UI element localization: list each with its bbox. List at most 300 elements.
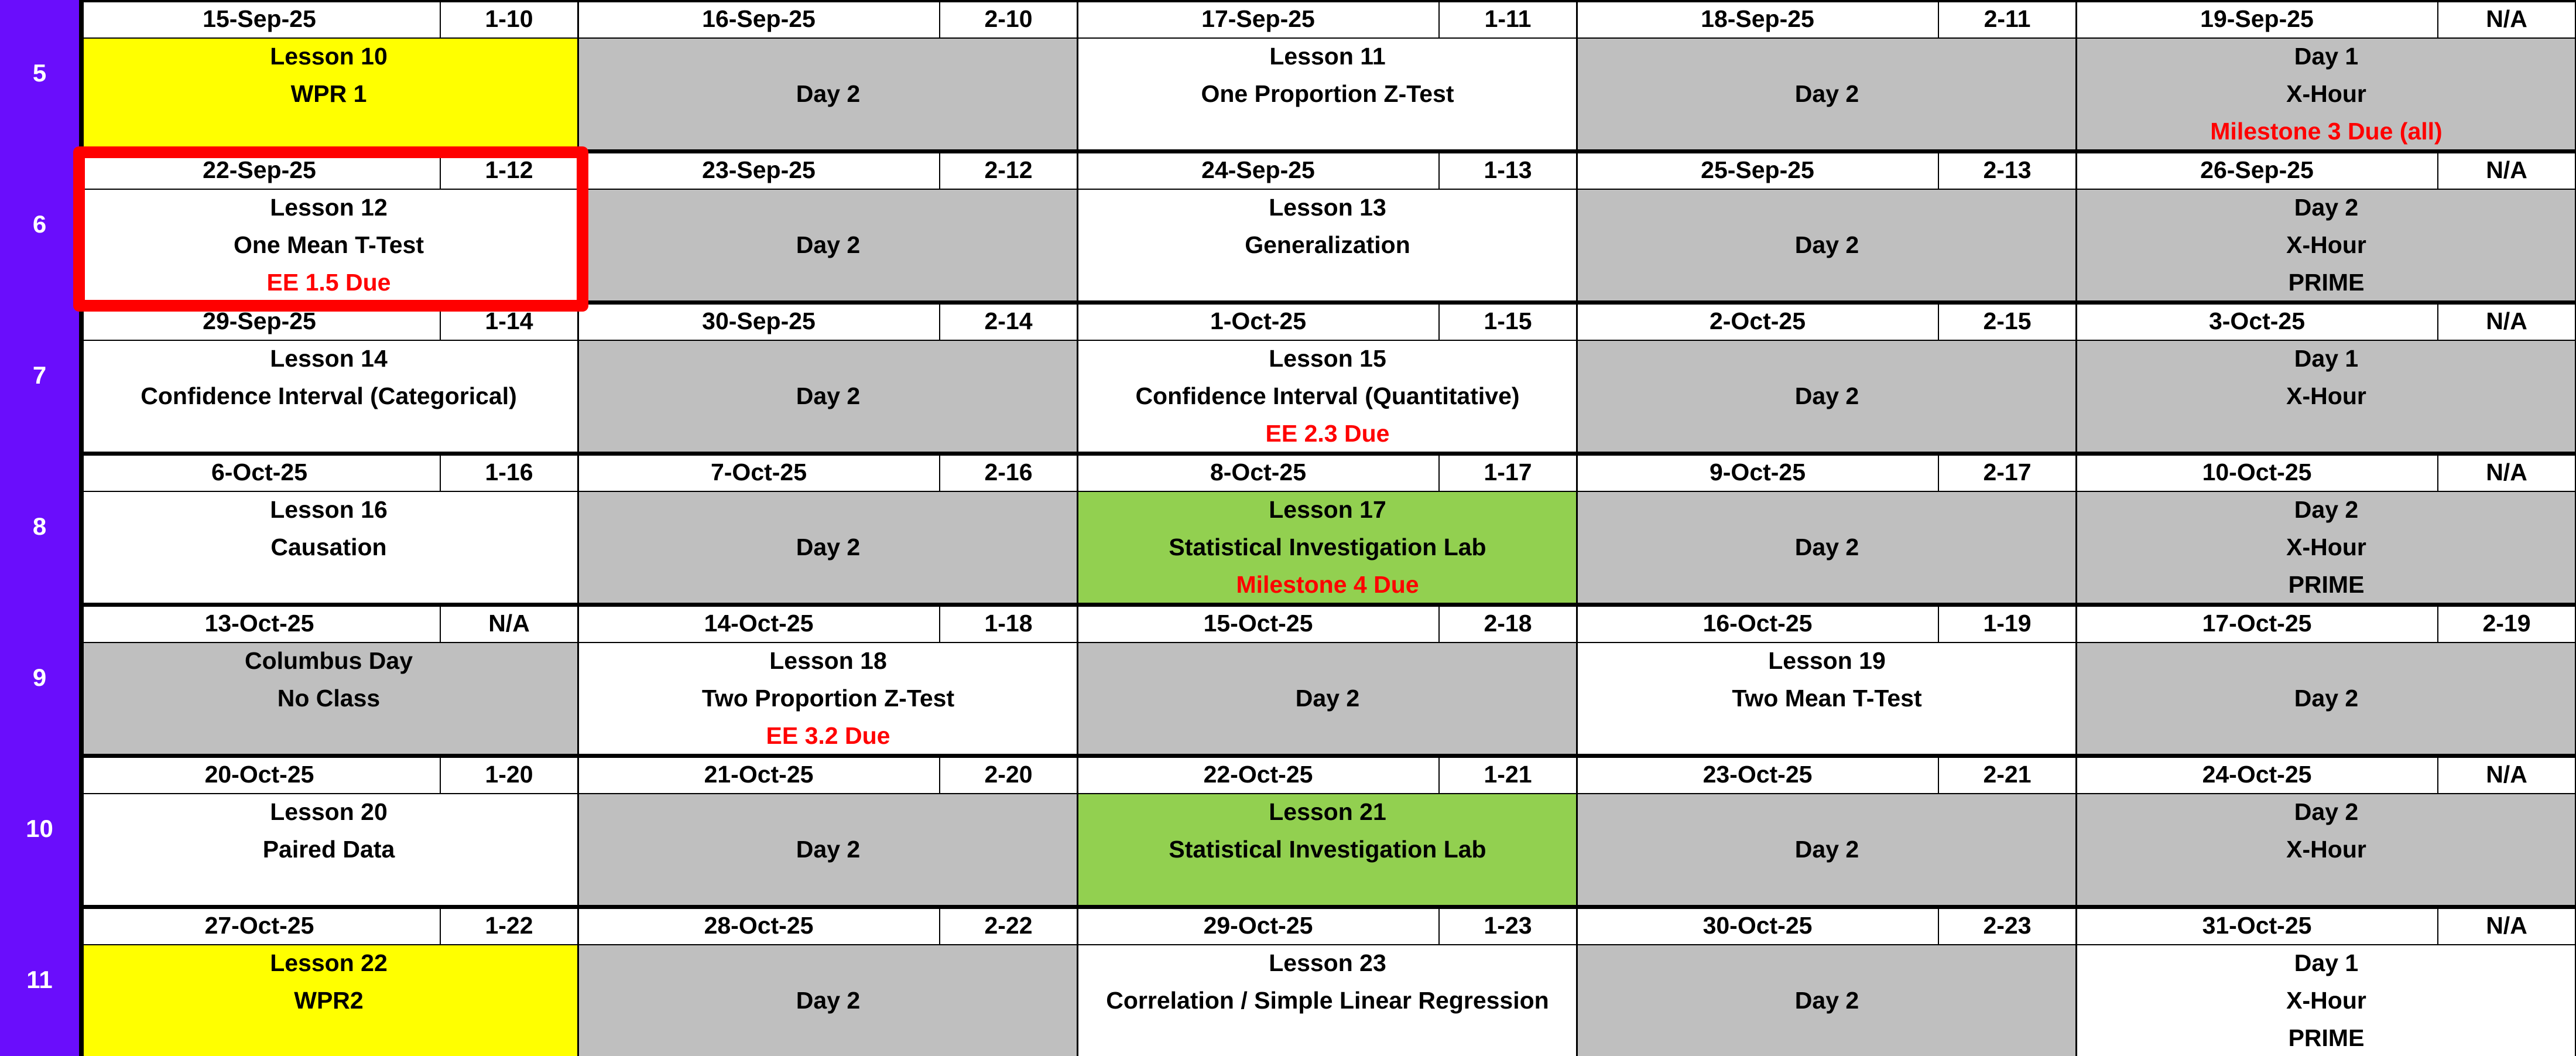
date-label: 27-Oct-25 bbox=[204, 911, 314, 939]
day-code[interactable] bbox=[939, 453, 1078, 491]
day-code-label: 1-22 bbox=[485, 911, 533, 939]
day-content-line: Paired Data bbox=[262, 836, 395, 863]
day-code[interactable] bbox=[440, 907, 578, 944]
date-header[interactable] bbox=[79, 302, 440, 340]
date-header[interactable] bbox=[1078, 302, 1438, 340]
day-content-line: Two Mean T-Test bbox=[1732, 685, 1922, 712]
day-code[interactable] bbox=[2437, 302, 2576, 340]
day-code-label: 1-18 bbox=[984, 609, 1033, 637]
date-label: 20-Oct-25 bbox=[204, 760, 314, 788]
day-content[interactable] bbox=[578, 491, 1078, 604]
day-code-label: 2-20 bbox=[984, 760, 1033, 788]
day-content-line: Statistical Investigation Lab bbox=[1169, 836, 1486, 863]
date-code-separator bbox=[939, 302, 940, 340]
day-content-line: Lesson 14 bbox=[270, 345, 388, 372]
day-code[interactable] bbox=[1438, 907, 1577, 944]
date-header[interactable] bbox=[1078, 0, 1438, 37]
day-code[interactable] bbox=[1438, 151, 1577, 189]
day-content[interactable] bbox=[79, 944, 578, 1056]
date-code-separator bbox=[1438, 604, 1440, 642]
date-header[interactable] bbox=[578, 302, 939, 340]
day-content-line: Lesson 22 bbox=[270, 949, 388, 976]
date-code-separator bbox=[1438, 907, 1440, 944]
day-content-line: Day 1 bbox=[2294, 43, 2359, 70]
date-row-separator bbox=[79, 642, 2576, 643]
day-content-line: Columbus Day bbox=[244, 647, 413, 674]
day-code[interactable] bbox=[440, 756, 578, 793]
day-code-label: N/A bbox=[2486, 911, 2527, 939]
day-content[interactable] bbox=[1078, 642, 1577, 756]
day-content-line: No Class bbox=[277, 685, 381, 712]
date-header[interactable] bbox=[578, 453, 939, 491]
day-content-line: WPR2 bbox=[294, 987, 364, 1014]
date-header[interactable] bbox=[2077, 0, 2437, 37]
day-content-line: Generalization bbox=[1245, 231, 1410, 258]
day-code-label: 2-10 bbox=[984, 5, 1033, 32]
day-content-line: Day 1 bbox=[2294, 949, 2359, 976]
day-code-label: 2-22 bbox=[984, 911, 1033, 939]
date-code-separator bbox=[1438, 302, 1440, 340]
day-code[interactable] bbox=[1438, 302, 1577, 340]
week-number: 10 bbox=[26, 815, 53, 842]
day-code-label: N/A bbox=[2486, 307, 2527, 334]
date-header[interactable] bbox=[2077, 151, 2437, 189]
day-content-line: PRIME bbox=[2288, 571, 2365, 598]
day-content-line: Day 2 bbox=[796, 987, 861, 1014]
date-label: 8-Oct-25 bbox=[1210, 458, 1307, 486]
date-code-separator bbox=[2437, 756, 2438, 793]
column-separator bbox=[1077, 0, 1078, 1056]
date-header[interactable] bbox=[578, 907, 939, 944]
day-content-line: Milestone 3 Due (all) bbox=[2210, 118, 2443, 145]
date-row-separator bbox=[79, 491, 2576, 492]
date-header[interactable] bbox=[1078, 907, 1438, 944]
date-label: 29-Sep-25 bbox=[203, 307, 316, 334]
day-content[interactable] bbox=[1078, 37, 1577, 151]
date-header[interactable] bbox=[2077, 453, 2437, 491]
day-code-label: 2-16 bbox=[984, 458, 1033, 486]
date-code-separator bbox=[1438, 0, 1440, 37]
date-code-separator bbox=[1938, 151, 1939, 189]
date-header[interactable] bbox=[1577, 604, 1938, 642]
date-label: 15-Oct-25 bbox=[1203, 609, 1313, 637]
day-content-line: Lesson 15 bbox=[1269, 345, 1386, 372]
day-code[interactable] bbox=[939, 302, 1078, 340]
day-content-line: PRIME bbox=[2288, 269, 2365, 296]
date-code-separator bbox=[1938, 0, 1939, 37]
day-content[interactable] bbox=[1577, 189, 2077, 302]
week-separator bbox=[79, 603, 2576, 607]
date-label: 1-Oct-25 bbox=[1210, 307, 1307, 334]
day-code-label: 2-17 bbox=[1983, 458, 2032, 486]
day-content-line: X-Hour bbox=[2286, 534, 2366, 561]
day-code-label: 2-11 bbox=[1984, 5, 2031, 32]
day-content[interactable] bbox=[1078, 793, 1577, 907]
date-row-separator bbox=[79, 340, 2576, 341]
week-number: 11 bbox=[26, 966, 53, 993]
date-label: 30-Oct-25 bbox=[1703, 911, 1813, 939]
date-header[interactable] bbox=[2077, 756, 2437, 793]
date-header[interactable] bbox=[79, 453, 440, 491]
date-label: 9-Oct-25 bbox=[1709, 458, 1806, 486]
date-label: 28-Oct-25 bbox=[704, 911, 814, 939]
date-code-separator bbox=[1938, 907, 1939, 944]
day-content-line: Lesson 13 bbox=[1269, 194, 1386, 221]
day-code-label: 2-19 bbox=[2482, 609, 2531, 637]
date-label: 7-Oct-25 bbox=[710, 458, 807, 486]
date-code-separator bbox=[2437, 907, 2438, 944]
date-code-separator bbox=[440, 453, 441, 491]
date-row-separator bbox=[79, 793, 2576, 794]
day-content[interactable] bbox=[578, 37, 1078, 151]
day-content-line: Day 1 bbox=[2294, 345, 2359, 372]
date-row-separator bbox=[79, 189, 2576, 190]
date-label: 2-Oct-25 bbox=[1709, 307, 1806, 334]
day-content-line: Day 2 bbox=[1794, 382, 1859, 409]
day-content[interactable] bbox=[1078, 491, 1577, 604]
date-label: 31-Oct-25 bbox=[2202, 911, 2312, 939]
date-header[interactable] bbox=[2077, 302, 2437, 340]
date-code-separator bbox=[440, 0, 441, 37]
day-content-line: PRIME bbox=[2288, 1024, 2365, 1051]
week-separator bbox=[79, 452, 2576, 456]
date-label: 25-Sep-25 bbox=[1701, 156, 1814, 183]
day-code[interactable] bbox=[1438, 604, 1577, 642]
date-code-separator bbox=[939, 151, 940, 189]
day-content-line: Lesson 10 bbox=[270, 43, 388, 70]
date-header[interactable] bbox=[578, 604, 939, 642]
day-code-label: 1-10 bbox=[485, 5, 533, 32]
day-content-line: Day 2 bbox=[796, 382, 861, 409]
date-label: 23-Sep-25 bbox=[702, 156, 816, 183]
day-content[interactable] bbox=[2077, 642, 2576, 756]
week-number: 5 bbox=[32, 59, 47, 87]
date-code-separator bbox=[1438, 756, 1440, 793]
day-code-label: 1-20 bbox=[485, 760, 533, 788]
day-content-line: EE 2.3 Due bbox=[1265, 420, 1390, 447]
day-content-line: Day 2 bbox=[1295, 685, 1360, 712]
day-content[interactable] bbox=[578, 189, 1078, 302]
date-code-separator bbox=[1438, 151, 1440, 189]
date-code-separator bbox=[440, 302, 441, 340]
day-content-line: Confidence Interval (Categorical) bbox=[141, 382, 517, 409]
day-content[interactable] bbox=[578, 944, 1078, 1056]
day-content[interactable] bbox=[578, 642, 1078, 756]
day-code[interactable] bbox=[1938, 453, 2077, 491]
date-label: 19-Sep-25 bbox=[2200, 5, 2314, 32]
week-separator bbox=[79, 149, 2576, 153]
day-code-label: 1-23 bbox=[1484, 911, 1532, 939]
date-code-separator bbox=[2437, 453, 2438, 491]
day-code-label: 1-14 bbox=[485, 307, 533, 334]
date-code-separator bbox=[2437, 0, 2438, 37]
day-code-label: 2-14 bbox=[984, 307, 1033, 334]
date-label: 24-Oct-25 bbox=[2202, 760, 2312, 788]
day-code-label: N/A bbox=[2486, 760, 2527, 788]
day-content-line: Lesson 12 bbox=[270, 194, 388, 221]
day-content-line: Correlation / Simple Linear Regression bbox=[1106, 987, 1549, 1014]
day-content-line: X-Hour bbox=[2286, 987, 2366, 1014]
week-separator bbox=[79, 300, 2576, 305]
day-content-line: Two Proportion Z-Test bbox=[701, 685, 955, 712]
day-content-line: Day 2 bbox=[1794, 836, 1859, 863]
day-code[interactable] bbox=[1438, 453, 1577, 491]
week-separator bbox=[79, 754, 2576, 758]
date-label: 23-Oct-25 bbox=[1703, 760, 1813, 788]
day-content[interactable] bbox=[1078, 340, 1577, 453]
day-content[interactable] bbox=[2077, 37, 2576, 151]
day-code-label: 2-13 bbox=[1983, 156, 2032, 183]
date-label: 17-Oct-25 bbox=[2202, 609, 2312, 637]
column-separator bbox=[1576, 0, 1578, 1056]
date-header[interactable] bbox=[578, 151, 939, 189]
date-header[interactable] bbox=[1577, 907, 1938, 944]
day-content-line: Lesson 19 bbox=[1768, 647, 1886, 674]
date-header[interactable] bbox=[1577, 302, 1938, 340]
day-code[interactable] bbox=[939, 0, 1078, 37]
day-content-line: Day 2 bbox=[2294, 496, 2359, 523]
day-content-line: X-Hour bbox=[2286, 836, 2366, 863]
day-code[interactable] bbox=[1938, 151, 2077, 189]
date-header[interactable] bbox=[79, 756, 440, 793]
day-content-line: WPR 1 bbox=[290, 80, 367, 107]
day-content-line: Day 2 bbox=[796, 836, 861, 863]
date-label: 16-Oct-25 bbox=[1703, 609, 1813, 637]
day-content[interactable] bbox=[578, 793, 1078, 907]
day-content-line: Milestone 4 Due bbox=[1236, 571, 1419, 598]
day-content[interactable] bbox=[79, 793, 578, 907]
day-code-label: 2-15 bbox=[1983, 307, 2032, 334]
day-content[interactable] bbox=[1577, 793, 2077, 907]
date-code-separator bbox=[939, 0, 940, 37]
day-content-line: EE 3.2 Due bbox=[766, 722, 890, 749]
day-content[interactable] bbox=[1577, 37, 2077, 151]
day-content-line: Day 2 bbox=[796, 231, 861, 258]
day-content-line: Lesson 17 bbox=[1269, 496, 1386, 523]
week-number: 7 bbox=[32, 361, 47, 389]
day-content-line: Day 2 bbox=[1794, 534, 1859, 561]
day-code-label: 2-21 bbox=[1983, 760, 2032, 788]
day-content-line: Day 2 bbox=[796, 80, 861, 107]
column-separator bbox=[2075, 0, 2077, 1056]
date-label: 29-Oct-25 bbox=[1203, 911, 1313, 939]
day-content-line: Day 2 bbox=[2294, 798, 2359, 825]
day-content[interactable] bbox=[1577, 944, 2077, 1056]
day-content[interactable] bbox=[1078, 189, 1577, 302]
day-content[interactable] bbox=[2077, 793, 2576, 907]
day-content-line: Statistical Investigation Lab bbox=[1169, 534, 1486, 561]
schedule-grid bbox=[79, 0, 2576, 1056]
day-content-line: Day 2 bbox=[1794, 231, 1859, 258]
date-code-separator bbox=[1938, 453, 1939, 491]
week-separator bbox=[79, 905, 2576, 909]
day-content-line: X-Hour bbox=[2286, 231, 2366, 258]
day-content[interactable] bbox=[2077, 491, 2576, 604]
day-code[interactable] bbox=[939, 604, 1078, 642]
day-code-label: 1-19 bbox=[1983, 609, 2032, 637]
week-number: 8 bbox=[32, 512, 47, 540]
day-content-line: One Proportion Z-Test bbox=[1201, 80, 1454, 107]
day-content[interactable] bbox=[578, 340, 1078, 453]
day-code[interactable] bbox=[939, 756, 1078, 793]
day-content-line: X-Hour bbox=[2286, 382, 2366, 409]
day-code-label: N/A bbox=[2486, 5, 2527, 32]
day-code-label: N/A bbox=[488, 609, 530, 637]
date-label: 24-Sep-25 bbox=[1201, 156, 1315, 183]
date-code-separator bbox=[2437, 604, 2438, 642]
day-code[interactable] bbox=[440, 0, 578, 37]
day-code[interactable] bbox=[1938, 907, 2077, 944]
day-content[interactable] bbox=[79, 340, 578, 453]
date-label: 22-Oct-25 bbox=[1203, 760, 1313, 788]
day-code[interactable] bbox=[1938, 302, 2077, 340]
date-code-separator bbox=[2437, 151, 2438, 189]
date-header[interactable] bbox=[578, 0, 939, 37]
day-code[interactable] bbox=[2437, 453, 2576, 491]
day-code-label: 2-23 bbox=[1983, 911, 2032, 939]
column-separator bbox=[79, 0, 84, 1056]
date-row-separator bbox=[79, 37, 2576, 39]
day-code-label: 1-17 bbox=[1484, 458, 1532, 486]
day-code-label: 1-16 bbox=[485, 458, 533, 486]
date-code-separator bbox=[440, 907, 441, 944]
day-content[interactable] bbox=[1577, 491, 2077, 604]
day-code-label: N/A bbox=[2486, 156, 2527, 183]
day-content[interactable] bbox=[79, 189, 578, 302]
date-header[interactable] bbox=[1577, 453, 1938, 491]
day-code[interactable] bbox=[939, 907, 1078, 944]
date-label: 17-Sep-25 bbox=[1201, 5, 1315, 32]
day-code-label: 1-13 bbox=[1484, 156, 1532, 183]
column-separator bbox=[577, 0, 579, 1056]
day-code-label: 2-12 bbox=[984, 156, 1033, 183]
date-label: 15-Sep-25 bbox=[203, 5, 316, 32]
date-header[interactable] bbox=[1577, 151, 1938, 189]
week-number: 6 bbox=[32, 210, 47, 238]
day-content[interactable] bbox=[1577, 642, 2077, 756]
date-code-separator bbox=[1938, 756, 1939, 793]
day-content-line: Confidence Interval (Quantitative) bbox=[1135, 382, 1520, 409]
date-header[interactable] bbox=[79, 604, 440, 642]
day-content-line: Lesson 16 bbox=[270, 496, 388, 523]
week-number: 9 bbox=[32, 664, 47, 691]
day-code[interactable] bbox=[2437, 604, 2576, 642]
day-content-line: Lesson 18 bbox=[769, 647, 887, 674]
day-code-label: 1-15 bbox=[1484, 307, 1532, 334]
date-header[interactable] bbox=[1078, 151, 1438, 189]
day-code[interactable] bbox=[440, 604, 578, 642]
day-code[interactable] bbox=[1438, 0, 1577, 37]
day-content-line: Lesson 21 bbox=[1269, 798, 1386, 825]
date-code-separator bbox=[1938, 604, 1939, 642]
day-code-label: 2-18 bbox=[1484, 609, 1532, 637]
day-content-line: Day 2 bbox=[2294, 194, 2359, 221]
day-code[interactable] bbox=[1438, 756, 1577, 793]
date-label: 13-Oct-25 bbox=[204, 609, 314, 637]
date-header[interactable] bbox=[2077, 907, 2437, 944]
day-content-line: Lesson 11 bbox=[1269, 43, 1386, 70]
date-header[interactable] bbox=[79, 151, 440, 189]
day-content-line: One Mean T-Test bbox=[233, 231, 424, 258]
date-header[interactable] bbox=[2077, 604, 2437, 642]
date-code-separator bbox=[1938, 302, 1939, 340]
date-code-separator bbox=[440, 756, 441, 793]
day-content-line: Lesson 23 bbox=[1269, 949, 1386, 976]
date-header[interactable] bbox=[1577, 756, 1938, 793]
day-code-label: 1-21 bbox=[1484, 760, 1532, 788]
date-row-separator bbox=[79, 944, 2576, 945]
day-content[interactable] bbox=[79, 642, 578, 756]
day-content-line: Causation bbox=[270, 534, 387, 561]
date-header[interactable] bbox=[79, 907, 440, 944]
day-content[interactable] bbox=[1078, 944, 1577, 1056]
date-label: 14-Oct-25 bbox=[704, 609, 814, 637]
date-label: 3-Oct-25 bbox=[2208, 307, 2306, 334]
date-code-separator bbox=[1438, 453, 1440, 491]
date-header[interactable] bbox=[1078, 756, 1438, 793]
day-content-line: Day 2 bbox=[1794, 80, 1859, 107]
day-content[interactable] bbox=[2077, 189, 2576, 302]
date-label: 16-Sep-25 bbox=[702, 5, 816, 32]
day-content-line: Day 2 bbox=[796, 534, 861, 561]
date-label: 18-Sep-25 bbox=[1701, 5, 1814, 32]
day-content[interactable] bbox=[2077, 340, 2576, 453]
day-code[interactable] bbox=[2437, 907, 2576, 944]
day-code[interactable] bbox=[440, 302, 578, 340]
date-header[interactable] bbox=[1078, 604, 1438, 642]
day-code[interactable] bbox=[440, 151, 578, 189]
day-code[interactable] bbox=[1938, 604, 2077, 642]
day-content[interactable] bbox=[79, 491, 578, 604]
day-code[interactable] bbox=[1938, 0, 2077, 37]
day-content[interactable] bbox=[2077, 944, 2576, 1056]
day-code[interactable] bbox=[2437, 756, 2576, 793]
date-code-separator bbox=[939, 453, 940, 491]
date-label: 10-Oct-25 bbox=[2202, 458, 2312, 486]
date-code-separator bbox=[440, 604, 441, 642]
day-code[interactable] bbox=[440, 453, 578, 491]
date-code-separator bbox=[2437, 302, 2438, 340]
day-content-line: EE 1.5 Due bbox=[266, 269, 391, 296]
date-label: 21-Oct-25 bbox=[704, 760, 814, 788]
date-code-separator bbox=[939, 604, 940, 642]
day-code[interactable] bbox=[1938, 756, 2077, 793]
day-code-label: 1-12 bbox=[485, 156, 533, 183]
date-header[interactable] bbox=[79, 0, 440, 37]
day-code-label: 1-11 bbox=[1484, 5, 1532, 32]
day-code[interactable] bbox=[2437, 0, 2576, 37]
day-content[interactable] bbox=[79, 37, 578, 151]
day-content-line: X-Hour bbox=[2286, 80, 2366, 107]
day-content-line: Day 2 bbox=[2294, 685, 2359, 712]
date-label: 26-Sep-25 bbox=[2200, 156, 2314, 183]
day-code[interactable] bbox=[2437, 151, 2576, 189]
date-label: 30-Sep-25 bbox=[702, 307, 816, 334]
day-code[interactable] bbox=[939, 151, 1078, 189]
day-code-label: N/A bbox=[2486, 458, 2527, 486]
date-code-separator bbox=[440, 151, 441, 189]
day-content-line: Day 2 bbox=[1794, 987, 1859, 1014]
day-content[interactable] bbox=[1577, 340, 2077, 453]
week-separator bbox=[79, 0, 2576, 2]
date-label: 6-Oct-25 bbox=[211, 458, 308, 486]
date-header[interactable] bbox=[578, 756, 939, 793]
day-content-line: Lesson 20 bbox=[270, 798, 388, 825]
date-header[interactable] bbox=[1577, 0, 1938, 37]
date-label: 22-Sep-25 bbox=[203, 156, 316, 183]
date-code-separator bbox=[939, 756, 940, 793]
date-header[interactable] bbox=[1078, 453, 1438, 491]
